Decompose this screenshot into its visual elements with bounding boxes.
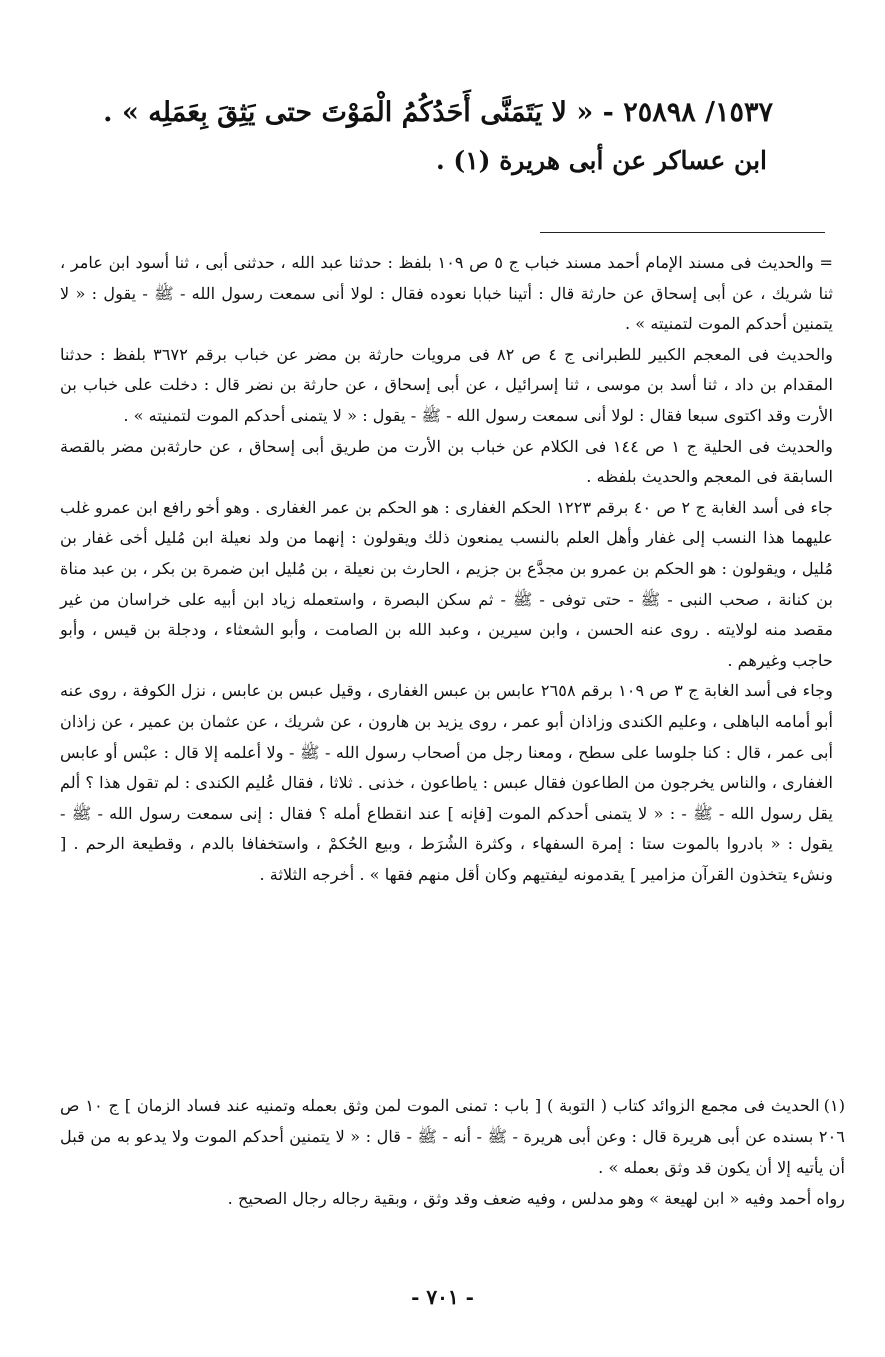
- commentary-paragraph: والحديث فى المعجم الكبير للطبرانى ج ٤ ص ٨٢ فى مرويات حارثة بن مضر عن خباب برقم ٣٦٧٢ بلفظ : حدثنا المقدام بن داد ، ثنا أسد بن موسى ، ثنا إسرائيل ، عن أبى إسحاق ، عن حارثة بن نضر قال : دخلت على خباب بن الأرت وقد اكتوى سبعا فقال : لولا أنى سمعت رسول الله - ﷺ - يقول : « لا يتمنى أحدكم الموت لتمنيته » .: [60, 344, 833, 425]
- commentary-paragraph: جاء فى أسد الغابة ج ٢ ص ٤٠ برقم ١٢٢٣ الحكم الغفارى : هو الحكم بن عمر الغفارى . وهو أخو رافع ابن عمرو غلب عليهما هذا النسب إلى غفار وأهل العلم بالنسب يمنعون ذلك ويقولون : إنهما من ولد نعيلة ابن مُليل أخى غفار بن مُليل ، ويقولون : هو الحكم بن عمرو بن مجدَّع بن جزيم ، الحارث بن نعيلة ، بن مُليل ابن ضمرة بن بكر ، بن عبد مناة بن كنانة ، صحب النبى - ﷺ - حتى توفى - ﷺ - ثم سكن البصرة ، واستعمله زياد ابن أبيه على خراسان من غير مقصد منه لولايته . روى عنه الحسن ، وابن سيرين ، وعبد الله بن الصامت ، وأبو الشعثاء ، ودجلة بن قيس ، وأبو حاجب وغيرهم .: [60, 497, 833, 670]
- commentary-paragraph: وجاء فى أسد الغابة ج ٣ ص ١٠٩ برقم ٢٦٥٨ عابس بن عبس الغفارى ، وقيل عبس بن عابس ، نزل الكوفة ، روى عنه أبو أمامه الباهلى ، وعليم الكندى وزاذان أبو عمر ، روى يزيد بن هارون ، عن شريك ، عن عثمان بن عمير ، عن زاذان أبى عمر ، قال : كنا جلوسا على سطح ، ومعنا رجل من أصحاب رسول الله - ﷺ - ولا أعلمه إلا قال : عبْس أو عابس الغفارى ، والناس يخرجون من الطاعون فقال عبس : ياطاعون ، خذنى . ثلاثا ، فقال عُليم الكندى : لم تقول هذا ؟ ألم يقل رسول الله - ﷺ - : « لا يتمنى أحدكم الموت [فإنه ] عند انقطاع أمله ؟ فقال : إنى سمعت رسول الله - ﷺ - يقول : « بادروا بالموت ستا : إمرة السفهاء ، وكثرة الشُرَط ، وبيع الحُكمْ ، واستخفافا بالدم ، وقطيعة الرحم . [ ونشء يتخذون القرآن مزامير ] يقدمونه ليفتيهم وكان أقل منهم فقها » . أخرجه الثلاثة .: [60, 681, 833, 884]
- hadith-source: ابن عساكر عن أبى هريرة (١) .: [435, 146, 767, 175]
- page-number: - ٧٠١ -: [411, 1285, 474, 1309]
- footnote-paragraph: [60, 1090, 845, 1183]
- footnote-paragraph-2: رواه أحمد وفيه « ابن لهيعة » وهو مدلس ، وفيه ضعف وقد وثق ، وبقية رجاله رجال الصحيح .: [227, 1189, 845, 1208]
- hadith-text: ١٥٣٧/ ٢٥٨٩٨ - « لا يَتَمَنَّى أَحَدُكُمُ الْمَوْتَ حتى يَثِقَ بِعَمَلِه » .: [103, 97, 773, 128]
- footnote-marker: (١): [823, 1096, 846, 1115]
- commentary-paragraph: والحديث فى الحلية ج ١ ص ١٤٤ فى الكلام عن خباب بن الأرت من طريق أبى إسحاق ، عن حارثةبن مضر بالقصة السابقة فى المعجم والحديث بلفظه .: [60, 436, 833, 487]
- main-text: [73, 88, 773, 184]
- footnote-block: [60, 1090, 845, 1214]
- commentary-paragraph: = والحديث فى مسند الإمام أحمد مسند خباب ج ٥ ص ١٠٩ بلفظ : حدثنا عبد الله ، حدثنى أبى ، ثنا أسود ابن عامر ، ثنا شريك ، عن أبى إسحاق عن حارثة قال : أتينا خبابا نعوده فقال : لولا أنى سمعت رسول الله - ﷺ - يقول : « لا يتمنين أحدكم الموت لتمنيته » .: [60, 253, 833, 334]
- footnote-text: الحديث فى مجمع الزوائد كتاب ( التوبة ) [ باب : تمنى الموت لمن وثق بعمله وتمنيه عند فساد الزمان ] ج ١٠ ص ٢٠٦ بسنده عن أبى هريرة قال : وعن أبى هريرة - ﷺ - أنه - ﷺ - قال : « لا يتمنين أحدكم الموت ولا يدعو به من قبل أن يأتيه إلا أن يكون قد وثق بعمله » .: [60, 1096, 845, 1177]
- commentary-block: [60, 248, 833, 890]
- footnote-divider: [540, 232, 825, 233]
